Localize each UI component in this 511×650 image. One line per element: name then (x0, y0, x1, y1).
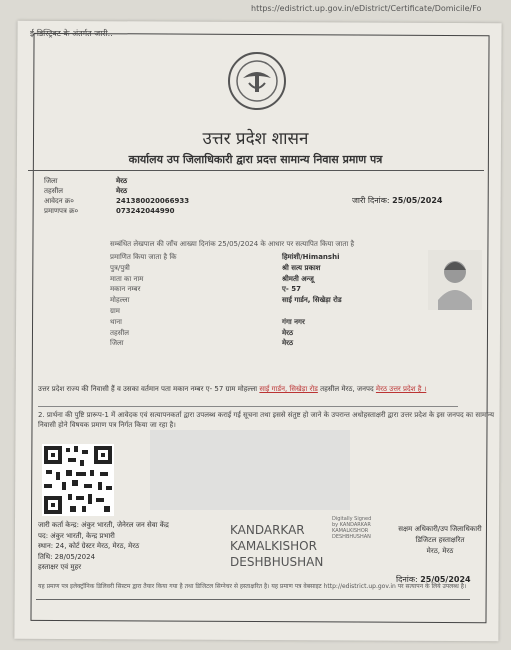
state-title: उत्तर प्रदेश शासन (202, 129, 309, 149)
signer-line: DESHBHUSHAN (230, 555, 324, 569)
field-label: माता का नाम (110, 274, 144, 283)
field-label: प्रमाणित किया जाता है कि (110, 253, 177, 261)
certificate-subtitle: कार्यालय उप जिलाधिकारी द्वारा प्रदत्त सामान्य निवास प्रमाण पत्र (128, 153, 383, 166)
certification-note: 2. प्रार्थना की पुष्टि प्रारूप-1 में आवेदक एवं सत्यापनकर्ता द्वारा उपलब्ध कराई गई सूचना तथा इससे संतुष्ट हो जाने के उपरान्त अधोहस्ताक्षरी द्वारा उत्तर प्रदेश के इस जनपद का सामान्य निवासी होने विषयक प्रमाण पत्र निर्गत किया जा रहा है। (38, 411, 495, 429)
field-value: श्री सत्य प्रकाश (282, 263, 321, 272)
footer-note: यह प्रमाण पत्र इलेक्ट्रॉनिक डिलिवरी सिस्टम द्वारा तैयार किया गया है तथा डिजिटल सिग्नेचर से हस्ताक्षरित है। यह प्रमाण पत्र वेबसाइट http://edistrict.up.gov.in पर सत्यापन के लिये उपलब्ध है। (38, 583, 467, 590)
statement-address: साई गार्डन, सिखेड़ा रोड (259, 385, 318, 393)
header-note: ई-डिस्ट्रिक्ट के अंतर्गत जारी.. (30, 29, 113, 38)
field-label: जिला (110, 339, 124, 348)
meta-value: मेरठ (116, 177, 128, 185)
url-bar: https://edistrict.up.gov.in/eDistrict/Certificate/Domicile/Fo (251, 4, 482, 13)
field-label: ग्राम (110, 306, 120, 315)
issuer-line: पद: अंकुर भारती, केन्द्र प्रभारी (38, 531, 115, 540)
statement-text: उत्तर प्रदेश राज्य की निवासी हैं व उसका वर्तमान पता मकान नम्बर ए- 57 ग्राम मोहल्ला (38, 385, 258, 393)
field-label: मकान नम्बर (110, 285, 141, 294)
applicant-photo-icon (428, 250, 482, 310)
field-value: मेरठ (282, 328, 294, 337)
meta-key: प्रमाणपत्र क्र० (44, 207, 79, 215)
officer-line: मेरठ, मेरठ (426, 547, 454, 555)
issuer-line: जारी कर्ता केन्द्र: अंकुर भारती, जेनेरल जन सेवा केंद्र (38, 521, 169, 529)
field-value: श्रीमती अन्जू (282, 274, 314, 283)
meta-key: तहसील (44, 187, 63, 195)
field-value: हिमांशी/Himanshi (282, 253, 340, 261)
issue-date (352, 195, 443, 206)
signer-line: KAMALKISHOR (230, 539, 317, 553)
field-label: थाना (110, 317, 122, 326)
applicant-fields (110, 252, 342, 349)
field-label: तहसील (110, 328, 129, 337)
verification-intro: सम्बंधित लेखपाल की जाँच आख्या दिनांक 25/05/2024 के आधार पर सत्यापित किया जाता है (110, 240, 355, 248)
qr-code-icon (42, 444, 114, 516)
issuer-line: तिथि: 28/05/2024 (38, 552, 96, 561)
issuing-centre (38, 520, 169, 573)
issue-date-value: 25/05/2024 (392, 196, 443, 205)
divider (38, 406, 458, 407)
residence-statement (38, 384, 496, 394)
meta-value: 073242044990 (116, 207, 175, 215)
divider (28, 170, 484, 171)
signer-name (230, 522, 323, 570)
field-label: मोहल्ला (110, 296, 130, 305)
statement-text: तहसील मेरठ, जनपद (320, 385, 374, 393)
officer-line: डिजिटल हस्ताक्षरित (415, 536, 465, 544)
officer-line: सक्षम अधिकारी/उप जिलाधिकारी (398, 525, 482, 533)
issue-date-label: जारी दिनांक: (352, 196, 390, 205)
signer-line: KANDARKAR (230, 523, 305, 537)
statement-district: मेरठ उत्तर प्रदेश है । (375, 385, 427, 393)
field-label: पुत्र/पुत्री (110, 263, 130, 272)
issuer-line: हस्ताक्षर एवं मुहर (38, 563, 82, 571)
meta-value: 241380020066933 (116, 197, 190, 205)
officer-date-label: दिनांक: (396, 575, 418, 584)
digital-signature-stamp: Digitally Signed by KANDARKAR KAMALKISHOR DESHBHUSHAN (332, 516, 372, 540)
field-value: मेरठ (282, 339, 294, 348)
meta-key: जिला (44, 177, 58, 185)
divider (36, 599, 470, 600)
field-value: साई गार्डन, सिखेड़ा रोड (282, 296, 342, 305)
competent-officer (382, 524, 498, 557)
watermark (150, 430, 350, 510)
up-emblem-icon (226, 50, 288, 112)
field-value: गंगा नगर (282, 317, 305, 326)
meta-value: मेरठ (116, 187, 128, 195)
meta-key: आवेदन क्र० (44, 197, 74, 205)
issuer-line: स्थान: 24, कोर्ट ग्रेस्टर मेरठ, मेरठ, मेरठ (38, 542, 140, 550)
officer-date-value: 25/05/2024 (420, 575, 471, 584)
field-value: ए- 57 (282, 285, 301, 294)
meta-block (44, 176, 189, 216)
